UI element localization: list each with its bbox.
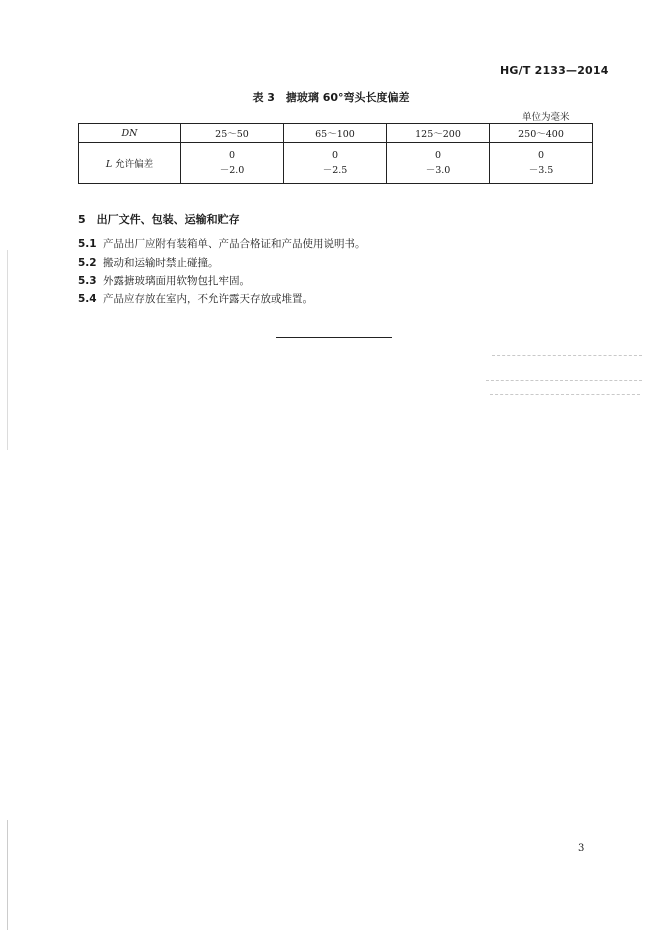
table-row: [79, 143, 593, 184]
table-cell: [284, 143, 387, 184]
deviation-table: [78, 123, 593, 184]
column-header: 250～400: [490, 124, 593, 143]
table-cell: [181, 143, 284, 184]
column-header: 65～100: [284, 124, 387, 143]
unit-note: 单位为毫米: [522, 112, 570, 123]
scan-edge-mark: [7, 250, 8, 450]
clause-5-2: [78, 255, 219, 270]
table-header-row: [79, 124, 593, 143]
clause-text: 产品应存放在室内，不允许露天存放或堆置。: [103, 293, 313, 305]
table-cell: [490, 143, 593, 184]
table-cell: [387, 143, 490, 184]
clause-5-3: [78, 273, 250, 288]
table-title: 表 3 搪玻璃 60°弯头长度偏差: [252, 91, 410, 104]
lower-deviation: －3.0: [425, 165, 451, 176]
section-heading: 5 出厂文件、包装、运输和贮存: [78, 213, 240, 226]
standard-code: HG/T 2133—2014: [500, 64, 609, 77]
show-through-line: [490, 394, 640, 395]
lower-deviation: －3.5: [528, 165, 554, 176]
clause-number: 5.3: [78, 275, 97, 287]
dn-header: DN: [79, 124, 181, 143]
clause-number: 5.1: [78, 238, 97, 250]
clause-number: 5.4: [78, 293, 97, 305]
clause-5-1: [78, 236, 366, 251]
show-through-line: [486, 380, 642, 381]
end-rule: [276, 337, 392, 338]
lower-deviation: －2.0: [219, 165, 245, 176]
clause-text: 搬动和运输时禁止碰撞。: [103, 257, 219, 269]
upper-deviation: 0: [228, 150, 236, 161]
scan-edge-mark: [7, 820, 8, 930]
lower-deviation: －2.5: [322, 165, 348, 176]
clause-number: 5.2: [78, 257, 97, 269]
upper-deviation: 0: [537, 150, 545, 161]
column-header: 125～200: [387, 124, 490, 143]
upper-deviation: 0: [331, 150, 339, 161]
show-through-line: [492, 355, 642, 356]
clause-text: 产品出厂应附有装箱单、产品合格证和产品使用说明书。: [103, 238, 366, 250]
page-number: 3: [578, 843, 585, 854]
clause-text: 外露搪玻璃面用软物包扎牢固。: [103, 275, 250, 287]
column-header: 25～50: [181, 124, 284, 143]
clause-5-4: [78, 291, 313, 306]
upper-deviation: 0: [434, 150, 442, 161]
row-label: L 允许偏差: [79, 143, 181, 184]
